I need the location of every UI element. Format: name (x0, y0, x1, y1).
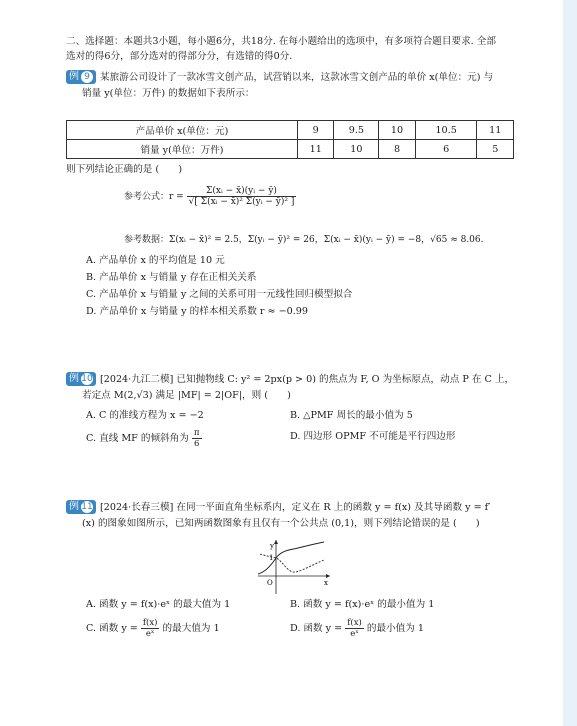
one-label: 1 (269, 554, 274, 562)
q11-option-a[interactable]: A. 函数 y = f(x)·eˣ 的最大值为 1 (86, 599, 231, 610)
table-cell: 9 (298, 121, 334, 140)
formula-numerator: Σ(xᵢ − x̄)(yᵢ − ȳ) (187, 186, 297, 197)
q10-stem-line1: 例 10 [2024·九江二模] 已知抛物线 C: y² = 2px(p > 0) 的焦点为 F, O 为坐标原点，动点 P 在 C 上， (66, 372, 514, 388)
q10-badge: 例 10 (66, 372, 96, 386)
table-cell: 8 (379, 140, 415, 159)
q10-stem-line2: 若定点 M(2,√3) 满足 |MF| = 2|OF|，则 ( ) (82, 390, 291, 401)
right-decor-strip (563, 0, 577, 726)
q11-option-d[interactable]: D. 函数 y = $\frac{f(x)}{\text{eˣ}}$ 的最小值为 1 (290, 618, 425, 639)
x-axis-label: x (324, 579, 328, 587)
formula-label: 参考公式：r = (124, 192, 184, 202)
q9-option-c[interactable]: C. 产品单价 x 与销量 y 之间的关系可用一元线性回归模型拟合 (86, 289, 353, 300)
formula-denominator: √[ Σ(xᵢ − x̄)² Σ(yᵢ − ȳ)² ] (188, 197, 295, 207)
q9-badge: 例 9 (66, 70, 96, 84)
q9-stem-line1: 例 9 某旅游公司设计了一款冰雪文创产品，试营销以来，这款冰雪文创产品的单价 x(单位：元) 与 (66, 70, 493, 86)
f-curve (258, 542, 324, 574)
table-row (67, 121, 514, 140)
section-instructions-line2: 选对的得6分，部分选对的得部分分，有选错的得0分. (66, 51, 293, 62)
table-row-header: 产品单价 x(单位：元) (67, 121, 298, 140)
q9-option-a[interactable]: A. 产品单价 x 的平均值是 10 元 (86, 255, 225, 266)
q11-option-c[interactable]: C. 函数 y = $\frac{f(x)}{\text{eˣ}}$ 的最大值为 1 (86, 618, 220, 639)
q9-data-table (66, 120, 514, 159)
q9-reference-data: 参考数据：Σ(xᵢ − x̄)² = 2.5，Σ(yᵢ − ȳ)² = 26，Σ(xᵢ − x̄)(yᵢ − ȳ) = −8，√65 ≈ 8.06. (124, 235, 484, 245)
x-axis-arrow-icon (326, 574, 330, 578)
table-cell: 10 (379, 121, 415, 140)
q9-reference-formula (124, 186, 296, 207)
q11-option-b[interactable]: B. 函数 y = f(x)·eˣ 的最小值为 1 (290, 599, 435, 610)
q11-stem-line2: (x) 的图象如图所示，已知两函数图象有且仅有一个公共点 (0,1)，则下列结论错误的是 ( ) (82, 518, 480, 529)
q9-stem-line2: 销量 y(单位：万件) 的数据如下表所示： (82, 88, 255, 99)
graph-svg (254, 538, 332, 596)
table-cell: 10.5 (415, 121, 477, 140)
q11-badge: 例 11 (66, 500, 96, 514)
table-cell: 6 (415, 140, 477, 159)
q10-option-a[interactable]: A. C 的准线方程为 x = −2 (86, 410, 204, 421)
q10-option-b[interactable]: B. △PMF 周长的最小值为 5 (290, 410, 413, 421)
y-axis-arrow-icon (274, 540, 278, 544)
q10-option-c-fraction: $\frac{\pi}{6}$ (193, 428, 200, 449)
table-cell: 5 (477, 140, 514, 159)
q9-prompt: 则下列结论正确的是 ( ) (66, 164, 183, 175)
table-cell: 11 (477, 121, 514, 140)
q10-option-c[interactable]: C. 直线 MF 的倾斜角为 $\frac{\pi}{6}$ (86, 428, 200, 449)
section-instructions-line1: 二、选择题：本题共3小题，每小题6分，共18分. 在每小题给出的选项中，有多项符合题目要求. 全部 (66, 36, 496, 47)
formula-fraction (187, 186, 297, 207)
table-cell: 11 (298, 140, 334, 159)
q11-option-d-fraction: $\frac{f(x)}{\text{eˣ}}$ (347, 618, 362, 639)
y-axis-label: y (270, 542, 274, 550)
q11-function-graph (254, 538, 332, 596)
q9-option-d[interactable]: D. 产品单价 x 与销量 y 的样本相关系数 r ≈ −0.99 (86, 306, 308, 317)
q9-option-b[interactable]: B. 产品单价 x 与销量 y 存在正相关关系 (86, 272, 257, 283)
table-row-header: 销量 y(单位：万件) (67, 140, 298, 159)
table-cell: 10 (334, 140, 379, 159)
q11-stem-line1: 例 11 [2024·长春三模] 在同一平面直角坐标系内，定义在 R 上的函数 y = f(x) 及其导函数 y = f′ (66, 500, 490, 516)
table-cell: 9.5 (334, 121, 379, 140)
q11-option-c-fraction: $\frac{f(x)}{\text{eˣ}}$ (142, 618, 158, 639)
table-row (67, 140, 514, 159)
origin-label: O (267, 579, 273, 587)
q10-option-d[interactable]: D. 四边形 OPMF 不可能是平行四边形 (290, 431, 456, 442)
